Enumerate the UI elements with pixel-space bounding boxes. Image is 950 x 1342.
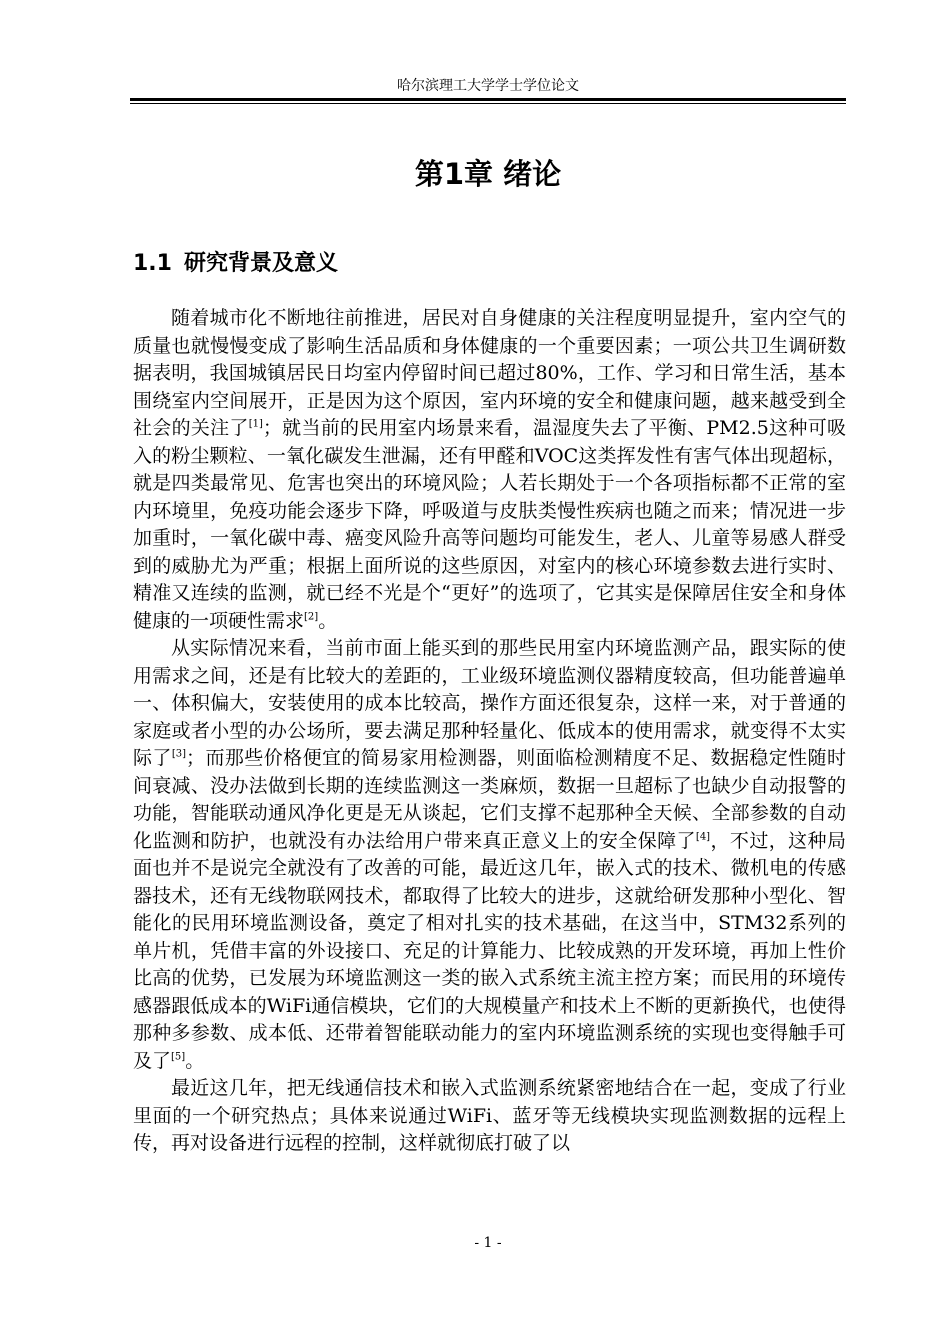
paragraph-text: ；而那些价格便宜的简易家用检测器，则面临检测精度不足、数据稳定性随时间衰减、没办法做到长期的连续监测这一类麻烦，数据一旦超标了也缺少自动报警的功能，智能联动通风净化更是无从谈起，它们支撑不起那种全天候、全部参数的自动化监测和防护，也就没有办法给用户带来真正意义上的安全保障了 xyxy=(133,747,846,852)
header-rule-thin xyxy=(130,103,846,104)
citation-ref[interactable]: [5] xyxy=(171,1051,186,1063)
citation-ref[interactable]: [1] xyxy=(248,418,263,430)
paragraph-text: ，不过，这种局面也并不是说完全就没有了改善的可能，最近这几年，嵌入式的技术、微机电的传感器技术，还有无线物联网技术，都取得了比较大的进步，这就给研发那种小型化、智能化的民用环境监测设备，奠定了相对扎实的技术基础，在这当中，STM32系列的单片机，凭借丰富的外设接口、充足的计算能力、比较成熟的开发环境，再加上性价比高的优势，已发展为环境监测这一类的嵌入式系统主流主控方案；而民用的环境传感器跟低成本的WiFi通信模块，它们的大规模量产和技术上不断的更新换代，也使得那种多参数、成本低、还带着智能联动能力的室内环境监测系统的实现也变得触手可及了 xyxy=(133,829,846,1072)
paragraph-text: 最近这几年，把无线通信技术和嵌入式监测系统紧密地结合在一起，变成了行业里面的一个研究热点；具体来说通过WiFi、蓝牙等无线模块实现监测数据的远程上传，再对设备进行远程的控制，这样就彻底打破了以 xyxy=(133,1077,846,1154)
body-text xyxy=(133,305,846,1158)
section-heading xyxy=(133,246,338,282)
citation-ref[interactable]: [4] xyxy=(695,831,711,843)
paragraph-2 xyxy=(133,635,846,1075)
paragraph-text: ；就当前的民用室内场景来看，温湿度失去了平衡、PM2.5这种可吸入的粉尘颗粒、一氧化碳发生泄漏，还有甲醛和VOC这类挥发性有害气体出现超标，就是四类最常见、危害也突出的环境风险；人若长期处于一个各项指标都不正常的室内环境里，免疫功能会逐步下降，呼吸道与皮肤类慢性疾病也随之而来；情况进一步加重时，一氧化碳中毒、癌变风险升高等问题均可能发生，老人、儿童等易感人群受到的威胁尤为严重；根据上面所说的这些原因，对室内的核心环境参数去进行实时、精准又连续的监测，就已经不光是个“更好”的选项了，它其实是保障居住安全和身体健康的一项硬性需求 xyxy=(133,417,846,632)
section-title-text: 研究背景及意义 xyxy=(183,251,338,276)
paragraph-text: 。 xyxy=(318,609,338,632)
page-number: - 1 - xyxy=(474,1235,502,1251)
running-header: 哈尔滨理工大学学士学位论文 xyxy=(397,78,579,94)
paragraph-text: 。 xyxy=(185,1049,205,1072)
header-rule-thick xyxy=(130,98,846,101)
paragraph-text: 随着城市化不断地往前推进，居民对自身健康的关注程度明显提升，室内空气的质量也就慢慢变成了影响生活品质和身体健康的一个重要因素；一项公共卫生调研数据表明，我国城镇居民日均室内停留时间已超过80%，工作、学习和日常生活，基本围绕室内空间展开，正是因为这个原因，室内环境的安全和健康问题，越来越受到全社会的关注了 xyxy=(133,307,846,439)
chapter-title: 第1章 绪论 xyxy=(414,157,562,191)
citation-ref[interactable]: [3] xyxy=(171,748,187,760)
paragraph-3 xyxy=(133,1075,846,1158)
section-number: 1.1 xyxy=(133,251,172,276)
citation-ref[interactable]: [2] xyxy=(304,611,319,623)
paragraph-text: 从实际情况来看，当前市面上能买到的那些民用室内环境监测产品，跟实际的使用需求之间，还是有比较大的差距的，工业级环境监测仪器精度较高，但功能普遍单一、体积偏大，安装使用的成本比较高，操作方面还很复杂，这样一来，对于普通的家庭或者小型的办公场所，要去满足那种轻量化、低成本的使用需求，就变得不太实际了 xyxy=(133,637,846,769)
paragraph-1 xyxy=(133,305,846,635)
